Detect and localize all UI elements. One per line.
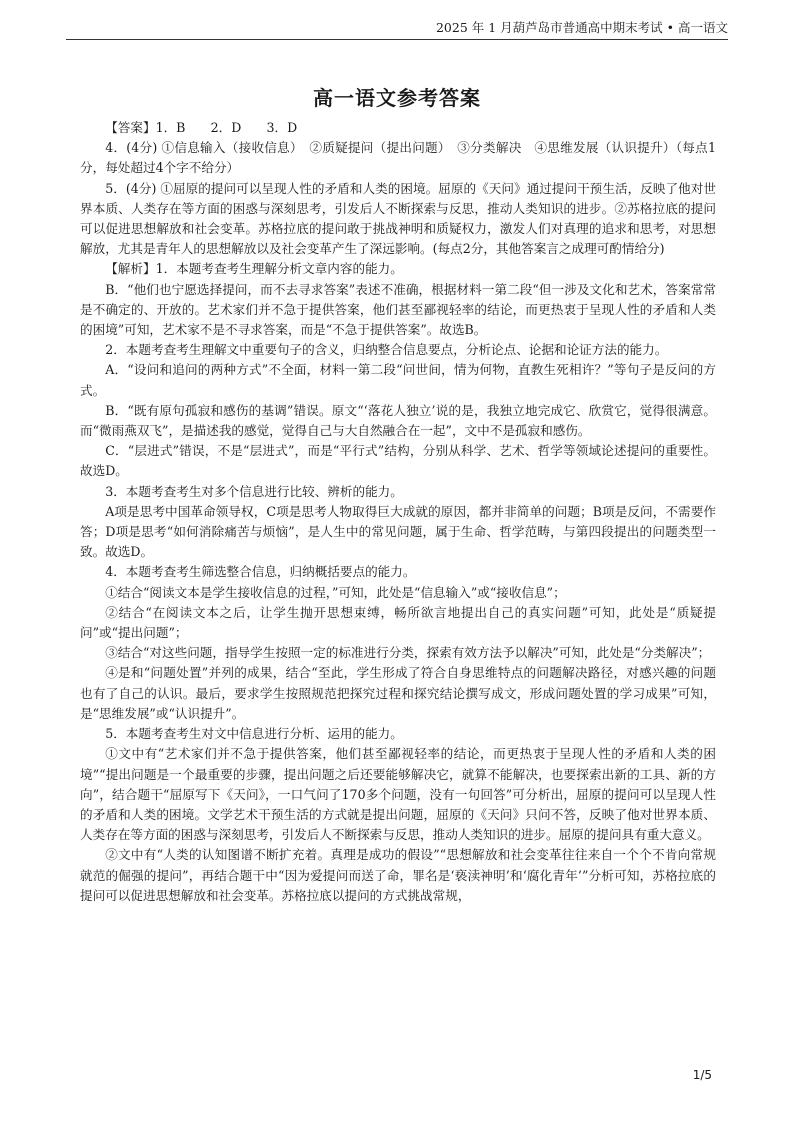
answer-q5: 5．(4分) ①屈原的提问可以呈现人性的矛盾和人类的困境。屈原的《天问》通过提问干预生活，反映了他对世界本质、人类存在等方面的困惑与深刻思考，引发后人不断探索与反思，推动人类知识的进步。②苏格拉底的提问可以促进思想解放和社会变革。苏格拉底的提问敢于挑战神明和质疑权力，激发人们对真理的追求和思考，对思想解放，尤其是青年人的思想解放以及社会变革产生了深远影响。(每点2分，其他答案言之成理可酌情给分)	[80, 180, 716, 257]
analysis-q3-detail: A项是思考中国革命领导权，C项是思考人物取得巨大成就的原因，都并非简单的问题；B项是反问，不需要作答；D项是思考“如何消除痛苦与烦恼”，是人生中的常见问题，属于生命、哲学范畴，与第四段提出的问题类型一致。故选D。	[80, 503, 716, 560]
analysis-q2-intro: 2．本题考查考生理解文中重要句子的含义，归纳整合信息要点，分析论点、论据和论证方法的能力。	[105, 342, 668, 358]
analysis-q4-intro: 4．本题考查考生筛选整合信息，归纳概括要点的能力。	[105, 564, 416, 580]
analysis-q1-intro: 【解析】1．本题考查考生理解分析文章内容的能力。	[105, 261, 403, 277]
analysis-q1-b: B．“他们也宁愿选择提问，而不去寻求答案”表述不准确，根据材料一第二段“但一涉及文化和艺术，答案常常是不确定的、开放的。艺术家们并不急于提供答案，他们甚至鄙视轻率的结论，而更热衷于呈现人性的矛盾和人类的困境”可知，艺术家不是不寻求答案，而是“不急于提供答案”。故选B。	[80, 281, 716, 338]
analysis-q4-point4: ④是和“问题处置”并列的成果，结合“至此，学生形成了符合自身思维特点的问题解决路径，对感兴趣的问题也有了自己的认识。最后，要求学生按照规范把探究过程和探究结论撰写成文，形成问题处置的学习成果”可知，是“思维发展”或“认识提升”。	[80, 665, 716, 721]
analysis-q2-a: A．“设问和追问的两种方式”不全面，材料一第二段“问世间，情为何物，直教生死相许？”等句子是反问的方式。	[80, 362, 716, 398]
answer-body	[80, 118, 716, 906]
exam-header: 2025 年 1 月葫芦岛市普通高中期末考试 • 高一语文	[66, 20, 728, 40]
analysis-q3-intro: 3．本题考查考生对多个信息进行比较、辨析的能力。	[105, 483, 403, 499]
analysis-q2-c: C．“层进式”错误，不是“层进式”，而是“平行式”结构，分别从科学、艺术、哲学等领域论述提问的重要性。故选D。	[80, 443, 716, 479]
answer-choices: 【答案】1．B 2．D 3．D	[105, 120, 298, 135]
analysis-q4-point2: ②结合“在阅读文本之后，让学生抛开思想束缚，畅所欲言地提出自己的真实问题”可知，此处是“质疑提问”或“提出问题”；	[80, 604, 716, 641]
analysis-q4-point3: ③结合“对这些问题，指导学生按照一定的标准进行分类，探索有效方法予以解决”可知，此处是“分类解决”；	[105, 645, 711, 661]
page-title: 高一语文参考答案	[313, 86, 481, 110]
analysis-q5-intro: 5．本题考查考生对文中信息进行分析、运用的能力。	[105, 726, 403, 742]
analysis-q4-point1: ①结合“阅读文本是学生接收信息的过程，”可知，此处是“信息输入”或“接收信息”；	[105, 584, 566, 600]
answer-q4: 4．(4分) ①信息输入（接收信息） ②质疑提问（提出问题） ③分类解决 ④思维发展（认识提升）（每点1分，每处超过4个字不给分）	[80, 140, 716, 176]
page-number: 1/5	[692, 1068, 712, 1082]
analysis-q5-point1: ①文中有“艺术家们并不急于提供答案，他们甚至鄙视轻率的结论，而更热衷于呈现人性的矛盾和人类的困境”“提出问题是一个最重要的步骤，提出问题之后还要能够解决它，就算不能解决，也要探索出新的工具、新的方向”，结合题干“屈原写下《天问》，一口气问了170多个问题，没有一句回答”可分析出，屈原的提问可以呈现人性的矛盾和人类的困境。文学艺术干预生活的方式就是提出问题，屈原的《天问》只问不答，反映了他对世界本质、人类存在等方面的困惑与深刻思考，引发后人不断探索与反思，推动人类知识的进步。屈原的提问具有重大意义。	[80, 746, 716, 843]
analysis-q2-b: B．“既有原句孤寂和感伤的基调”错误。原文“‘落花人独立’说的是，我独立地完成它、欣赏它，觉得很满意。而“微雨燕双飞”，是描述我的感觉，觉得自己与大自然融合在一起”，文中不是孤寂和感伤。	[80, 402, 716, 439]
analysis-q5-point2: ②文中有“人类的认知图谱不断扩充着。真理是成功的假设”“思想解放和社会变革往往来自一个个不肯向常规就范的倔强的提问”，再结合题干中“因为爱提问而送了命，罪名是‘亵渎神明’和‘腐化青年’”分析可知，苏格拉底的提问可以促进思想解放和社会变革。苏格拉底以提问的方式挑战常规，	[80, 847, 716, 903]
